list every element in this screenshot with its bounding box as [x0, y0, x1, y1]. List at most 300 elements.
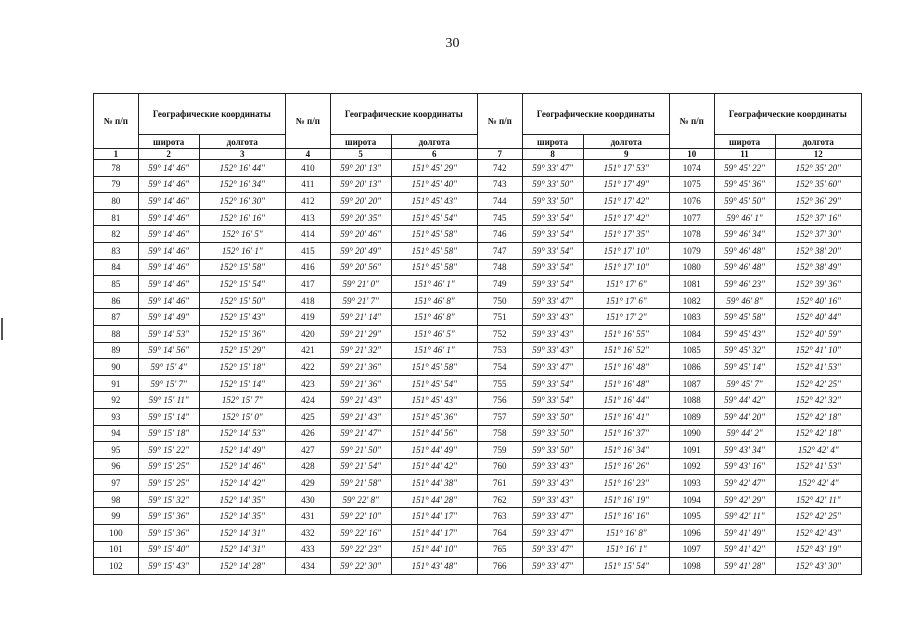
latitude-cell: 59° 46' 34": [714, 226, 775, 243]
latitude-cell: 59° 45' 58": [714, 309, 775, 326]
table-row: [94, 176, 862, 193]
column-number: 11: [714, 149, 775, 160]
longitude-cell: 151° 17' 6": [583, 292, 669, 309]
latitude-cell: 59° 22' 10": [330, 508, 391, 525]
row-number-cell: 428: [285, 458, 330, 475]
latitude-cell: 59° 21' 58": [330, 475, 391, 492]
row-number-cell: 1082: [669, 292, 714, 309]
longitude-cell: 151° 46' 8": [391, 292, 477, 309]
latitude-cell: 59° 45' 43": [714, 325, 775, 342]
latitude-cell: 59° 15' 25": [138, 458, 199, 475]
longitude-cell: 152° 14' 53": [199, 425, 285, 442]
row-number-cell: 89: [94, 342, 139, 359]
latitude-cell: 59° 45' 7": [714, 375, 775, 392]
longitude-cell: 152° 15' 43": [199, 309, 285, 326]
row-number-cell: 79: [94, 176, 139, 193]
row-number-cell: 1090: [669, 425, 714, 442]
latitude-cell: 59° 14' 46": [138, 193, 199, 210]
longitude-cell: 152° 37' 16": [775, 209, 861, 226]
row-number-cell: 765: [477, 541, 522, 558]
lon-header: долгота: [391, 135, 477, 149]
table-row: [94, 525, 862, 542]
row-number-cell: 750: [477, 292, 522, 309]
table-row: [94, 442, 862, 459]
latitude-cell: 59° 20' 13": [330, 176, 391, 193]
lat-header: широта: [330, 135, 391, 149]
longitude-cell: 151° 45' 58": [391, 259, 477, 276]
row-number-cell: 1085: [669, 342, 714, 359]
latitude-cell: 59° 22' 30": [330, 558, 391, 575]
row-number-cell: 764: [477, 525, 522, 542]
longitude-cell: 152° 39' 36": [775, 276, 861, 293]
row-number-cell: 758: [477, 425, 522, 442]
longitude-cell: 152° 15' 14": [199, 375, 285, 392]
row-number-cell: 434: [285, 558, 330, 575]
latitude-cell: 59° 43' 34": [714, 442, 775, 459]
longitude-cell: 152° 15' 7": [199, 392, 285, 409]
row-number-cell: 1089: [669, 408, 714, 425]
row-number-cell: 80: [94, 193, 139, 210]
table-row: [94, 491, 862, 508]
row-number-cell: 417: [285, 276, 330, 293]
longitude-cell: 151° 16' 52": [583, 342, 669, 359]
row-number-cell: 1084: [669, 325, 714, 342]
table-row: [94, 408, 862, 425]
row-number-cell: 760: [477, 458, 522, 475]
longitude-cell: 151° 45' 54": [391, 375, 477, 392]
row-number-cell: 81: [94, 209, 139, 226]
row-number-cell: 1076: [669, 193, 714, 210]
row-number-cell: 425: [285, 408, 330, 425]
row-number-cell: 752: [477, 325, 522, 342]
row-number-cell: 1096: [669, 525, 714, 542]
longitude-cell: 151° 45' 36": [391, 408, 477, 425]
table-row: [94, 209, 862, 226]
latitude-cell: 59° 33' 54": [522, 375, 583, 392]
row-number-cell: 751: [477, 309, 522, 326]
longitude-cell: 151° 16' 48": [583, 359, 669, 376]
latitude-cell: 59° 33' 43": [522, 475, 583, 492]
latitude-cell: 59° 15' 36": [138, 525, 199, 542]
latitude-cell: 59° 33' 54": [522, 242, 583, 259]
latitude-cell: 59° 46' 8": [714, 292, 775, 309]
latitude-cell: 59° 21' 54": [330, 458, 391, 475]
table-row: [94, 375, 862, 392]
longitude-cell: 151° 15' 54": [583, 558, 669, 575]
row-number-cell: 1078: [669, 226, 714, 243]
latitude-cell: 59° 15' 11": [138, 392, 199, 409]
longitude-cell: 152° 15' 54": [199, 276, 285, 293]
longitude-cell: 152° 14' 31": [199, 541, 285, 558]
latitude-cell: 59° 33' 47": [522, 541, 583, 558]
row-number-cell: 433: [285, 541, 330, 558]
latitude-cell: 59° 21' 43": [330, 408, 391, 425]
column-number: 10: [669, 149, 714, 160]
latitude-cell: 59° 33' 54": [522, 226, 583, 243]
latitude-cell: 59° 21' 47": [330, 425, 391, 442]
longitude-cell: 152° 14' 31": [199, 525, 285, 542]
latitude-cell: 59° 14' 46": [138, 292, 199, 309]
row-number-cell: 744: [477, 193, 522, 210]
row-number-cell: 86: [94, 292, 139, 309]
longitude-cell: 151° 16' 55": [583, 325, 669, 342]
row-number-cell: 755: [477, 375, 522, 392]
column-number: 2: [138, 149, 199, 160]
lat-header: широта: [522, 135, 583, 149]
longitude-cell: 151° 44' 38": [391, 475, 477, 492]
latitude-cell: 59° 14' 46": [138, 276, 199, 293]
table-row: [94, 342, 862, 359]
latitude-cell: 59° 33' 47": [522, 525, 583, 542]
column-number: 4: [285, 149, 330, 160]
row-number-cell: 753: [477, 342, 522, 359]
latitude-cell: 59° 15' 40": [138, 541, 199, 558]
latitude-cell: 59° 14' 46": [138, 259, 199, 276]
latitude-cell: 59° 41' 28": [714, 558, 775, 575]
lon-header: долгота: [775, 135, 861, 149]
longitude-cell: 151° 17' 49": [583, 176, 669, 193]
latitude-cell: 59° 22' 8": [330, 491, 391, 508]
row-number-cell: 1086: [669, 359, 714, 376]
latitude-cell: 59° 14' 46": [138, 242, 199, 259]
lon-header: долгота: [199, 135, 285, 149]
longitude-cell: 152° 42' 43": [775, 525, 861, 542]
longitude-cell: 152° 40' 59": [775, 325, 861, 342]
column-number: 3: [199, 149, 285, 160]
latitude-cell: 59° 33' 50": [522, 193, 583, 210]
longitude-cell: 152° 16' 5": [199, 226, 285, 243]
geo-header: Географические координаты: [138, 94, 285, 135]
latitude-cell: 59° 33' 54": [522, 259, 583, 276]
latitude-cell: 59° 33' 50": [522, 176, 583, 193]
longitude-cell: 152° 16' 1": [199, 242, 285, 259]
table-row: [94, 541, 862, 558]
longitude-cell: 152° 41' 10": [775, 342, 861, 359]
latitude-cell: 59° 20' 35": [330, 209, 391, 226]
longitude-cell: 152° 15' 18": [199, 359, 285, 376]
row-number-cell: 1080: [669, 259, 714, 276]
row-number-cell: 757: [477, 408, 522, 425]
row-number-cell: 424: [285, 392, 330, 409]
latitude-cell: 59° 21' 43": [330, 392, 391, 409]
longitude-cell: 152° 41' 53": [775, 359, 861, 376]
longitude-cell: 151° 44' 56": [391, 425, 477, 442]
latitude-cell: 59° 14' 46": [138, 160, 199, 177]
latitude-cell: 59° 33' 47": [522, 359, 583, 376]
column-number-row: [94, 149, 862, 160]
num-header: № п/п: [477, 94, 522, 149]
row-number-cell: 763: [477, 508, 522, 525]
longitude-cell: 151° 17' 10": [583, 259, 669, 276]
longitude-cell: 152° 14' 42": [199, 475, 285, 492]
num-header: № п/п: [285, 94, 330, 149]
row-number-cell: 97: [94, 475, 139, 492]
page-number: 30: [445, 36, 460, 51]
longitude-cell: 151° 17' 42": [583, 209, 669, 226]
row-number-cell: 762: [477, 491, 522, 508]
row-number-cell: 422: [285, 359, 330, 376]
row-number-cell: 100: [94, 525, 139, 542]
header-row-main: [94, 94, 862, 135]
longitude-cell: 152° 14' 35": [199, 508, 285, 525]
latitude-cell: 59° 20' 46": [330, 226, 391, 243]
row-number-cell: 1075: [669, 176, 714, 193]
latitude-cell: 59° 44' 42": [714, 392, 775, 409]
latitude-cell: 59° 15' 25": [138, 475, 199, 492]
row-number-cell: 429: [285, 475, 330, 492]
row-number-cell: 98: [94, 491, 139, 508]
table-row: [94, 292, 862, 309]
latitude-cell: 59° 33' 50": [522, 425, 583, 442]
row-number-cell: 743: [477, 176, 522, 193]
latitude-cell: 59° 41' 42": [714, 541, 775, 558]
latitude-cell: 59° 45' 50": [714, 193, 775, 210]
latitude-cell: 59° 21' 7": [330, 292, 391, 309]
latitude-cell: 59° 33' 43": [522, 309, 583, 326]
geo-header: Географические координаты: [330, 94, 477, 135]
longitude-cell: 152° 42' 25": [775, 508, 861, 525]
longitude-cell: 152° 14' 35": [199, 491, 285, 508]
longitude-cell: 152° 14' 49": [199, 442, 285, 459]
longitude-cell: 152° 16' 16": [199, 209, 285, 226]
longitude-cell: 152° 15' 50": [199, 292, 285, 309]
row-number-cell: 94: [94, 425, 139, 442]
longitude-cell: 151° 16' 37": [583, 425, 669, 442]
longitude-cell: 152° 16' 30": [199, 193, 285, 210]
latitude-cell: 59° 15' 32": [138, 491, 199, 508]
row-number-cell: 92: [94, 392, 139, 409]
column-number: 5: [330, 149, 391, 160]
longitude-cell: 151° 17' 2": [583, 309, 669, 326]
table-row: [94, 259, 862, 276]
table-row: [94, 276, 862, 293]
longitude-cell: 151° 45' 58": [391, 242, 477, 259]
latitude-cell: 59° 20' 49": [330, 242, 391, 259]
row-number-cell: 766: [477, 558, 522, 575]
longitude-cell: 151° 46' 8": [391, 309, 477, 326]
latitude-cell: 59° 15' 43": [138, 558, 199, 575]
row-number-cell: 78: [94, 160, 139, 177]
row-number-cell: 1079: [669, 242, 714, 259]
longitude-cell: 152° 16' 44": [199, 160, 285, 177]
longitude-cell: 152° 42' 32": [775, 392, 861, 409]
row-number-cell: 87: [94, 309, 139, 326]
num-header: № п/п: [94, 94, 139, 149]
row-number-cell: 754: [477, 359, 522, 376]
longitude-cell: 152° 35' 20": [775, 160, 861, 177]
table-row: [94, 160, 862, 177]
row-number-cell: 427: [285, 442, 330, 459]
latitude-cell: 59° 42' 47": [714, 475, 775, 492]
table-body: [94, 160, 862, 575]
longitude-cell: 151° 46' 5": [391, 325, 477, 342]
latitude-cell: 59° 21' 0": [330, 276, 391, 293]
row-number-cell: 1095: [669, 508, 714, 525]
longitude-cell: 151° 44' 42": [391, 458, 477, 475]
longitude-cell: 151° 16' 19": [583, 491, 669, 508]
table-row: [94, 508, 862, 525]
latitude-cell: 59° 45' 32": [714, 342, 775, 359]
latitude-cell: 59° 21' 32": [330, 342, 391, 359]
longitude-cell: 152° 42' 18": [775, 425, 861, 442]
longitude-cell: 152° 38' 49": [775, 259, 861, 276]
longitude-cell: 151° 44' 49": [391, 442, 477, 459]
longitude-cell: 151° 45' 40": [391, 176, 477, 193]
row-number-cell: 1094: [669, 491, 714, 508]
row-number-cell: 747: [477, 242, 522, 259]
longitude-cell: 151° 44' 17": [391, 508, 477, 525]
latitude-cell: 59° 33' 43": [522, 342, 583, 359]
longitude-cell: 152° 15' 0": [199, 408, 285, 425]
latitude-cell: 59° 45' 14": [714, 359, 775, 376]
row-number-cell: 1098: [669, 558, 714, 575]
row-number-cell: 95: [94, 442, 139, 459]
row-number-cell: 82: [94, 226, 139, 243]
num-header: № п/п: [669, 94, 714, 149]
longitude-cell: 151° 17' 42": [583, 193, 669, 210]
latitude-cell: 59° 21' 29": [330, 325, 391, 342]
column-number: 6: [391, 149, 477, 160]
latitude-cell: 59° 22' 16": [330, 525, 391, 542]
coordinates-table: [93, 93, 862, 575]
longitude-cell: 151° 17' 6": [583, 276, 669, 293]
latitude-cell: 59° 33' 50": [522, 408, 583, 425]
longitude-cell: 151° 17' 53": [583, 160, 669, 177]
longitude-cell: 152° 35' 60": [775, 176, 861, 193]
row-number-cell: 421: [285, 342, 330, 359]
latitude-cell: 59° 33' 47": [522, 558, 583, 575]
latitude-cell: 59° 15' 22": [138, 442, 199, 459]
longitude-cell: 151° 16' 44": [583, 392, 669, 409]
row-number-cell: 91: [94, 375, 139, 392]
row-number-cell: 423: [285, 375, 330, 392]
longitude-cell: 151° 16' 26": [583, 458, 669, 475]
longitude-cell: 151° 17' 35": [583, 226, 669, 243]
row-number-cell: 99: [94, 508, 139, 525]
lon-header: долгота: [583, 135, 669, 149]
longitude-cell: 152° 36' 29": [775, 193, 861, 210]
geo-header: Географические координаты: [714, 94, 861, 135]
longitude-cell: 151° 17' 10": [583, 242, 669, 259]
latitude-cell: 59° 33' 43": [522, 458, 583, 475]
row-number-cell: 1093: [669, 475, 714, 492]
longitude-cell: 152° 42' 4": [775, 442, 861, 459]
latitude-cell: 59° 33' 54": [522, 276, 583, 293]
latitude-cell: 59° 14' 46": [138, 209, 199, 226]
latitude-cell: 59° 14' 49": [138, 309, 199, 326]
table-row: [94, 242, 862, 259]
latitude-cell: 59° 45' 36": [714, 176, 775, 193]
latitude-cell: 59° 46' 1": [714, 209, 775, 226]
latitude-cell: 59° 21' 14": [330, 309, 391, 326]
longitude-cell: 151° 16' 48": [583, 375, 669, 392]
longitude-cell: 152° 42' 18": [775, 408, 861, 425]
row-number-cell: 90: [94, 359, 139, 376]
row-number-cell: 1092: [669, 458, 714, 475]
row-number-cell: 411: [285, 176, 330, 193]
longitude-cell: 151° 44' 28": [391, 491, 477, 508]
latitude-cell: 59° 33' 43": [522, 491, 583, 508]
row-number-cell: 415: [285, 242, 330, 259]
row-number-cell: 412: [285, 193, 330, 210]
latitude-cell: 59° 46' 48": [714, 259, 775, 276]
longitude-cell: 151° 45' 58": [391, 226, 477, 243]
longitude-cell: 152° 40' 16": [775, 292, 861, 309]
lat-header: широта: [138, 135, 199, 149]
table-row: [94, 392, 862, 409]
longitude-cell: 152° 15' 36": [199, 325, 285, 342]
latitude-cell: 59° 41' 49": [714, 525, 775, 542]
latitude-cell: 59° 33' 47": [522, 160, 583, 177]
row-number-cell: 742: [477, 160, 522, 177]
scan-margin-mark: [1, 318, 3, 340]
latitude-cell: 59° 14' 46": [138, 226, 199, 243]
column-number: 12: [775, 149, 861, 160]
latitude-cell: 59° 44' 2": [714, 425, 775, 442]
latitude-cell: 59° 46' 23": [714, 276, 775, 293]
row-number-cell: 759: [477, 442, 522, 459]
row-number-cell: 416: [285, 259, 330, 276]
longitude-cell: 151° 46' 1": [391, 276, 477, 293]
row-number-cell: 410: [285, 160, 330, 177]
row-number-cell: 93: [94, 408, 139, 425]
longitude-cell: 152° 16' 34": [199, 176, 285, 193]
longitude-cell: 151° 16' 8": [583, 525, 669, 542]
row-number-cell: 83: [94, 242, 139, 259]
row-number-cell: 430: [285, 491, 330, 508]
longitude-cell: 151° 45' 58": [391, 359, 477, 376]
latitude-cell: 59° 42' 11": [714, 508, 775, 525]
longitude-cell: 152° 37' 30": [775, 226, 861, 243]
table-row: [94, 193, 862, 210]
column-number: 7: [477, 149, 522, 160]
longitude-cell: 151° 43' 48": [391, 558, 477, 575]
latitude-cell: 59° 33' 54": [522, 392, 583, 409]
row-number-cell: 1077: [669, 209, 714, 226]
latitude-cell: 59° 33' 54": [522, 209, 583, 226]
longitude-cell: 152° 38' 20": [775, 242, 861, 259]
latitude-cell: 59° 33' 47": [522, 508, 583, 525]
longitude-cell: 151° 16' 23": [583, 475, 669, 492]
column-number: 9: [583, 149, 669, 160]
table-row: [94, 309, 862, 326]
longitude-cell: 151° 16' 16": [583, 508, 669, 525]
latitude-cell: 59° 46' 48": [714, 242, 775, 259]
table-row: [94, 359, 862, 376]
longitude-cell: 152° 43' 19": [775, 541, 861, 558]
row-number-cell: 414: [285, 226, 330, 243]
table-row: [94, 425, 862, 442]
table-row: [94, 226, 862, 243]
latitude-cell: 59° 33' 43": [522, 325, 583, 342]
row-number-cell: 88: [94, 325, 139, 342]
longitude-cell: 151° 45' 54": [391, 209, 477, 226]
table-row: [94, 325, 862, 342]
row-number-cell: 756: [477, 392, 522, 409]
longitude-cell: 151° 16' 1": [583, 541, 669, 558]
latitude-cell: 59° 15' 18": [138, 425, 199, 442]
longitude-cell: 152° 42' 11": [775, 491, 861, 508]
row-number-cell: 1088: [669, 392, 714, 409]
latitude-cell: 59° 22' 23": [330, 541, 391, 558]
longitude-cell: 151° 45' 43": [391, 392, 477, 409]
longitude-cell: 152° 14' 46": [199, 458, 285, 475]
longitude-cell: 151° 45' 43": [391, 193, 477, 210]
longitude-cell: 151° 16' 34": [583, 442, 669, 459]
latitude-cell: 59° 21' 50": [330, 442, 391, 459]
longitude-cell: 151° 44' 17": [391, 525, 477, 542]
row-number-cell: 102: [94, 558, 139, 575]
